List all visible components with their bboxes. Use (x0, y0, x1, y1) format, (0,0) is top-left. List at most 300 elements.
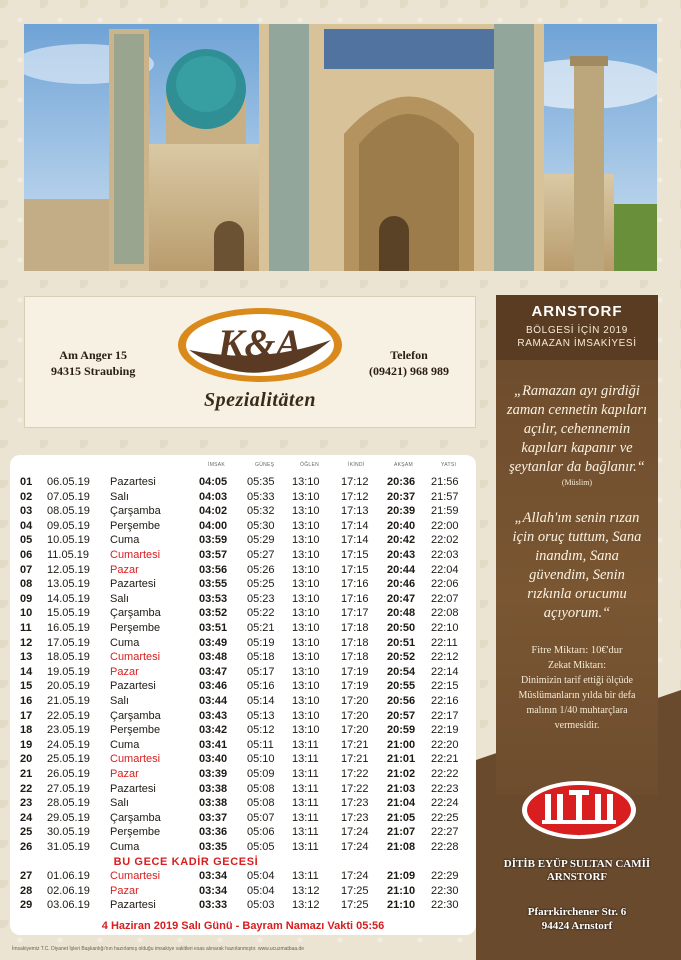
cell-day: Cumartesi (110, 870, 161, 883)
cell-gunes: 05:09 (247, 768, 275, 780)
cell-ogle: 13:10 (292, 680, 320, 693)
cell-gunes: 05:23 (247, 592, 275, 605)
cell-day: Pazar (110, 563, 139, 576)
cell-imsak: 03:56 (199, 563, 228, 576)
cell-ikindi: 17:17 (341, 607, 369, 620)
cell-day: Pazar (110, 884, 139, 897)
cell-ogle: 13:11 (292, 738, 319, 751)
cell-ogle: 13:10 (292, 549, 320, 561)
cell-imsak: 03:34 (199, 870, 228, 883)
table-row (10, 577, 476, 592)
header-imsak: İMSAK (208, 462, 226, 468)
cell-no: 19 (20, 738, 33, 751)
table-row (10, 563, 476, 578)
cell-date: 24.05.19 (47, 738, 90, 751)
cell-date: 15.05.19 (47, 607, 90, 620)
cell-yatsi: 22:02 (431, 534, 459, 547)
mosque-name-line1: DİTİB EYÜP SULTAN CAMİİ (503, 858, 651, 870)
header-gunes: GÜNEŞ (255, 462, 275, 468)
cell-day: Çarşamba (110, 709, 161, 722)
cell-aksam: 21:10 (387, 884, 416, 897)
cell-no: 13 (20, 651, 33, 664)
cell-ogle: 13:11 (292, 826, 319, 839)
table-row (10, 665, 476, 680)
cell-ikindi: 17:13 (341, 505, 369, 518)
cell-gunes: 05:14 (247, 695, 275, 707)
cell-aksam: 21:04 (387, 797, 416, 810)
table-row (10, 884, 476, 899)
cell-yatsi: 22:16 (431, 695, 459, 707)
cell-yatsi: 22:27 (431, 826, 459, 839)
cell-no: 04 (20, 519, 33, 532)
cell-day: Perşembe (110, 622, 161, 634)
cell-yatsi: 22:11 (431, 636, 458, 649)
cell-day: Salı (110, 490, 129, 503)
cell-date: 27.05.19 (47, 782, 90, 795)
cell-date: 23.05.19 (47, 724, 90, 737)
cell-aksam: 20:56 (387, 695, 416, 707)
table-row (10, 548, 476, 563)
cell-yatsi: 22:14 (431, 665, 459, 678)
cell-imsak: 03:46 (199, 680, 228, 693)
cell-day: Pazar (110, 665, 139, 678)
cell-ogle: 13:12 (292, 899, 320, 912)
table-row (10, 592, 476, 607)
fitre-amount: Fitre Miktarı: 10€'dur (531, 645, 623, 656)
zekat-note: Dinimizin tarif ettiği ölçüde Müslümanların yılda bir defa malının 1/40 muhtarçlara vermesidir. (518, 675, 636, 731)
cell-ikindi: 17:14 (341, 534, 369, 547)
cell-day: Salı (110, 695, 129, 707)
cell-aksam: 20:42 (387, 534, 416, 547)
cell-date: 06.05.19 (47, 476, 90, 488)
table-row (10, 679, 476, 694)
cell-aksam: 20:46 (387, 578, 416, 591)
cell-date: 30.05.19 (47, 826, 90, 839)
cell-date: 13.05.19 (47, 578, 90, 591)
ka-logo (175, 305, 345, 385)
table-row (10, 621, 476, 636)
cell-imsak: 03:40 (199, 753, 228, 766)
cell-date: 21.05.19 (47, 695, 90, 707)
sponsor-address (51, 347, 135, 379)
cell-date: 25.05.19 (47, 753, 90, 766)
cell-ikindi: 17:12 (341, 476, 369, 488)
cell-date: 16.05.19 (47, 622, 90, 634)
cell-ikindi: 17:19 (341, 680, 369, 693)
cell-ogle: 13:10 (292, 505, 320, 518)
cell-yatsi: 22:30 (431, 899, 459, 912)
cell-ikindi: 17:24 (341, 870, 369, 883)
table-row (10, 723, 476, 738)
cell-yatsi: 22:03 (431, 549, 459, 561)
table-row (10, 475, 476, 490)
cell-imsak: 04:02 (199, 505, 228, 518)
cell-imsak: 03:38 (199, 797, 228, 810)
side-header (496, 295, 658, 360)
cell-yatsi: 22:24 (431, 797, 459, 810)
cell-imsak: 03:53 (199, 592, 228, 605)
cell-aksam: 21:00 (387, 738, 416, 751)
cell-yatsi: 22:17 (431, 709, 459, 722)
cell-ogle: 13:12 (292, 884, 320, 897)
cell-imsak: 04:00 (199, 519, 228, 532)
cell-gunes: 05:25 (247, 578, 275, 591)
cell-yatsi: 22:29 (431, 870, 459, 883)
cell-yatsi: 22:15 (431, 680, 459, 693)
cell-imsak: 03:34 (199, 884, 228, 897)
zekat-label: Zekat Miktarı: (547, 660, 607, 671)
cell-ikindi: 17:16 (341, 592, 369, 605)
cell-day: Pazartesi (110, 680, 156, 693)
cell-yatsi: 22:22 (431, 768, 459, 780)
cell-aksam: 21:07 (387, 826, 416, 839)
cell-no: 18 (20, 724, 33, 737)
footnote: İmsakiyemiz T.C. Diyanet İşleri Başkanlığı'nın hazırlamış olduğu imsakiye vakitleri esas alınarak hazırlanmıştır. www.ucuzmatbaa.de (12, 946, 305, 952)
sponsor-phone: (09421) 968 989 (369, 364, 449, 378)
cell-imsak: 03:51 (199, 622, 228, 634)
cell-aksam: 20:44 (387, 563, 416, 576)
cell-gunes: 05:10 (247, 753, 275, 766)
cell-day: Pazartesi (110, 782, 156, 795)
cell-imsak: 04:05 (199, 476, 228, 488)
cell-ogle: 13:11 (292, 870, 319, 883)
cell-day: Cumartesi (110, 549, 161, 561)
cell-ogle: 13:11 (292, 841, 319, 853)
cell-aksam: 20:50 (387, 622, 416, 634)
cell-no: 03 (20, 505, 33, 518)
cell-yatsi: 22:20 (431, 738, 459, 751)
cell-gunes: 05:16 (247, 680, 275, 693)
cell-ogle: 13:10 (292, 563, 320, 576)
cell-imsak: 03:37 (199, 811, 228, 824)
cell-ogle: 13:10 (292, 476, 320, 488)
cell-imsak: 03:52 (199, 607, 228, 620)
subtitle-line1: BÖLGESİ İÇİN 2019 (526, 325, 628, 336)
cell-imsak: 03:44 (199, 695, 228, 707)
cell-aksam: 20:54 (387, 665, 416, 678)
cell-no: 29 (20, 899, 33, 912)
cell-aksam: 20:52 (387, 651, 416, 664)
cell-gunes: 05:08 (247, 797, 275, 810)
cell-imsak: 03:38 (199, 782, 228, 795)
cell-imsak: 03:57 (199, 549, 228, 561)
cell-no: 05 (20, 534, 33, 547)
cell-ikindi: 17:20 (341, 709, 369, 722)
cell-ogle: 13:10 (292, 636, 320, 649)
cell-day: Cuma (110, 738, 140, 751)
cell-ikindi: 17:18 (341, 622, 369, 634)
cell-imsak: 03:41 (199, 738, 228, 751)
info-side-panel (496, 295, 658, 795)
cell-date: 17.05.19 (47, 636, 90, 649)
cell-day: Perşembe (110, 724, 161, 737)
header-aksam: AKŞAM (394, 462, 414, 468)
cell-aksam: 20:37 (387, 490, 416, 503)
cell-gunes: 05:07 (247, 811, 275, 824)
cell-date: 20.05.19 (47, 680, 90, 693)
cell-yatsi: 22:21 (431, 753, 459, 766)
cell-gunes: 05:26 (247, 563, 275, 576)
prayer-times-table (10, 455, 476, 935)
cell-ikindi: 17:21 (341, 738, 369, 751)
cell-aksam: 21:05 (387, 811, 416, 824)
sponsor-phone-block (369, 347, 449, 379)
cell-gunes: 05:22 (247, 607, 275, 620)
cell-yatsi: 22:28 (431, 841, 459, 853)
cell-yatsi: 22:04 (431, 563, 459, 576)
table-row (10, 738, 476, 753)
cell-aksam: 20:57 (387, 709, 416, 722)
cell-yatsi: 21:57 (431, 490, 459, 503)
cell-gunes: 05:27 (247, 549, 275, 561)
table-row (10, 533, 476, 548)
table-row (10, 694, 476, 709)
cell-aksam: 20:48 (387, 607, 416, 620)
cell-day: Pazartesi (110, 899, 156, 912)
cell-ikindi: 17:22 (341, 768, 369, 780)
cell-ikindi: 17:23 (341, 811, 369, 824)
cell-no: 27 (20, 870, 33, 883)
cell-aksam: 20:59 (387, 724, 416, 737)
iftar-prayer-quote: „Allah'ım senin rızan için oruç tuttum, Sana inandım, Sana güvendim, Senin rızkınla orucumu açıyorum.“ (512, 510, 642, 621)
cell-no: 12 (20, 636, 33, 649)
cell-yatsi: 22:25 (431, 811, 459, 824)
cell-gunes: 05:32 (247, 505, 275, 518)
cell-imsak: 03:36 (199, 826, 228, 839)
sponsor-script-name: Spezialitäten (203, 389, 317, 411)
cell-ogle: 13:11 (292, 782, 319, 795)
cell-imsak: 03:39 (199, 768, 228, 780)
table-row (10, 898, 476, 913)
cell-ogle: 13:10 (292, 519, 320, 532)
cell-aksam: 21:08 (387, 841, 416, 853)
cell-date: 12.05.19 (47, 563, 90, 576)
cell-gunes: 05:30 (247, 519, 275, 532)
cell-day: Perşembe (110, 826, 161, 839)
cell-day: Çarşamba (110, 505, 161, 518)
cell-yatsi: 22:00 (431, 519, 459, 532)
table-header (10, 462, 476, 474)
cell-date: 28.05.19 (47, 797, 90, 810)
cell-date: 11.05.19 (47, 549, 90, 561)
cell-ikindi: 17:14 (341, 519, 369, 532)
cell-no: 11 (20, 622, 32, 634)
cell-date: 07.05.19 (47, 490, 90, 503)
cell-gunes: 05:17 (247, 665, 275, 678)
header-oglen: ÖĞLEN (300, 462, 320, 468)
cell-ikindi: 17:12 (341, 490, 369, 503)
cell-no: 06 (20, 549, 33, 561)
table-row (10, 504, 476, 519)
cell-ogle: 13:10 (292, 665, 320, 678)
cell-date: 26.05.19 (47, 768, 90, 780)
cell-ikindi: 17:24 (341, 826, 369, 839)
cell-ogle: 13:10 (292, 695, 320, 707)
cell-yatsi: 22:30 (431, 884, 459, 897)
cell-date: 18.05.19 (47, 651, 90, 664)
cell-date: 10.05.19 (47, 534, 90, 547)
sponsor-city: 94315 Straubing (51, 364, 136, 378)
table-row (10, 636, 476, 651)
cell-ogle: 13:10 (292, 534, 320, 547)
registan-mosque-photo (24, 24, 657, 271)
cell-aksam: 21:02 (387, 768, 416, 780)
table-row (10, 490, 476, 505)
cell-day: Perşembe (110, 519, 161, 532)
table-row (10, 825, 476, 840)
subtitle-line2: RAMAZAN İMSAKİYESİ (517, 338, 637, 349)
table-row (10, 606, 476, 621)
mosque-street: Pfarrkirchener Str. 6 (527, 906, 627, 918)
ka-logo-text: K&A (217, 321, 303, 366)
sponsor-street: Am Anger 15 (59, 348, 128, 362)
cell-yatsi: 21:56 (431, 476, 459, 488)
cell-imsak: 03:47 (199, 665, 228, 678)
cell-ogle: 13:10 (292, 709, 320, 722)
cell-no: 28 (20, 884, 33, 897)
cell-ikindi: 17:23 (341, 797, 369, 810)
cell-day: Salı (110, 592, 129, 605)
cell-imsak: 03:35 (199, 841, 228, 853)
cell-aksam: 20:40 (387, 519, 416, 532)
cell-imsak: 03:55 (199, 578, 228, 591)
cell-yatsi: 22:06 (431, 578, 459, 591)
cell-no: 10 (20, 607, 33, 620)
cell-no: 23 (20, 797, 33, 810)
cell-no: 02 (20, 490, 33, 503)
cell-day: Cuma (110, 534, 140, 547)
cell-date: 14.05.19 (47, 592, 90, 605)
cell-no: 21 (20, 768, 33, 780)
cell-ogle: 13:10 (292, 578, 320, 591)
cell-date: 02.06.19 (47, 884, 90, 897)
cell-ogle: 13:10 (292, 490, 320, 503)
cell-imsak: 03:49 (199, 636, 228, 649)
cell-day: Çarşamba (110, 607, 161, 620)
ditib-logo (520, 780, 638, 840)
cell-no: 16 (20, 695, 33, 707)
cell-gunes: 05:06 (247, 826, 275, 839)
mosque-name-line2: ARNSTORF (546, 871, 608, 883)
cell-ogle: 13:11 (292, 768, 319, 780)
cell-ogle: 13:10 (292, 622, 320, 634)
sponsor-phone-label: Telefon (390, 348, 428, 362)
cell-ikindi: 17:18 (341, 636, 369, 649)
cell-ogle: 13:10 (292, 724, 320, 737)
kadir-gecesi-note: BU GECE KADİR GECESİ (113, 856, 259, 868)
cell-aksam: 21:10 (387, 899, 416, 912)
bayram-note: 4 Haziran 2019 Salı Günü - Bayram Namazı Vakti 05:56 (101, 920, 385, 932)
cell-yatsi: 22:07 (431, 592, 459, 605)
cell-yatsi: 22:19 (431, 724, 459, 737)
cell-imsak: 04:03 (199, 490, 228, 503)
cell-gunes: 05:11 (247, 738, 274, 751)
cell-aksam: 20:47 (387, 592, 416, 605)
cell-gunes: 05:13 (247, 709, 275, 722)
cell-date: 03.06.19 (47, 899, 90, 912)
cell-aksam: 20:55 (387, 680, 416, 693)
cell-imsak: 03:42 (199, 724, 228, 737)
cell-day: Pazar (110, 768, 139, 780)
cell-ikindi: 17:21 (341, 753, 369, 766)
cell-aksam: 20:36 (387, 476, 416, 488)
table-row (10, 650, 476, 665)
mosque-city: 94424 Arnstorf (541, 920, 613, 932)
cell-aksam: 20:39 (387, 505, 416, 518)
table-row (10, 782, 476, 797)
cell-ogle: 13:10 (292, 651, 320, 664)
cell-no: 01 (20, 476, 33, 488)
cell-gunes: 05:35 (247, 476, 275, 488)
cell-aksam: 21:01 (387, 753, 416, 766)
cell-day: Cumartesi (110, 753, 161, 766)
cell-ikindi: 17:20 (341, 724, 369, 737)
cell-imsak: 03:59 (199, 534, 228, 547)
cell-ogle: 13:11 (292, 797, 319, 810)
table-row (10, 709, 476, 724)
cell-ikindi: 17:18 (341, 651, 369, 664)
cell-no: 26 (20, 841, 33, 853)
cell-gunes: 05:19 (247, 636, 275, 649)
cell-aksam: 20:51 (387, 636, 416, 649)
cell-aksam: 21:03 (387, 782, 416, 795)
table-row (10, 796, 476, 811)
cell-date: 19.05.19 (47, 665, 90, 678)
mosque-address (496, 905, 658, 933)
cell-gunes: 05:18 (247, 651, 275, 664)
cell-ikindi: 17:15 (341, 549, 369, 561)
cell-no: 08 (20, 578, 33, 591)
cell-ikindi: 17:19 (341, 665, 369, 678)
table-row (10, 811, 476, 826)
cell-day: Cuma (110, 636, 140, 649)
cell-gunes: 05:21 (247, 622, 275, 634)
cell-no: 07 (20, 563, 33, 576)
table-row (10, 767, 476, 782)
table-row (10, 869, 476, 884)
cell-day: Salı (110, 797, 129, 810)
hadith-quote: „Ramazan ayı girdiği zaman cennetin kapıları açılır, cehennemin kapıları kapanır ve şeytanlar da bağlanır.“ (506, 383, 648, 475)
cell-date: 01.06.19 (47, 870, 90, 883)
cell-no: 17 (20, 709, 33, 722)
cell-ikindi: 17:25 (341, 884, 369, 897)
cell-date: 29.05.19 (47, 811, 90, 824)
cell-gunes: 05:08 (247, 782, 275, 795)
cell-gunes: 05:29 (247, 534, 275, 547)
cell-no: 25 (20, 826, 33, 839)
cell-yatsi: 21:59 (431, 505, 459, 518)
cell-no: 24 (20, 811, 33, 824)
cell-ikindi: 17:15 (341, 563, 369, 576)
cell-imsak: 03:48 (199, 651, 228, 664)
cell-ikindi: 17:20 (341, 695, 369, 707)
cell-gunes: 05:04 (247, 884, 275, 897)
cell-ogle: 13:10 (292, 592, 320, 605)
header-yatsi: YATSI (441, 462, 457, 468)
cell-no: 14 (20, 665, 33, 678)
cell-aksam: 21:09 (387, 870, 416, 883)
sponsor-banner (24, 296, 476, 428)
cell-no: 15 (20, 680, 33, 693)
cell-gunes: 05:05 (247, 841, 275, 853)
table-row (10, 752, 476, 767)
city-title: ARNSTORF (531, 303, 623, 320)
cell-ikindi: 17:16 (341, 578, 369, 591)
cell-day: Pazartesi (110, 578, 156, 591)
cell-ikindi: 17:24 (341, 841, 369, 853)
cell-ogle: 13:11 (292, 811, 319, 824)
cell-yatsi: 22:23 (431, 782, 459, 795)
